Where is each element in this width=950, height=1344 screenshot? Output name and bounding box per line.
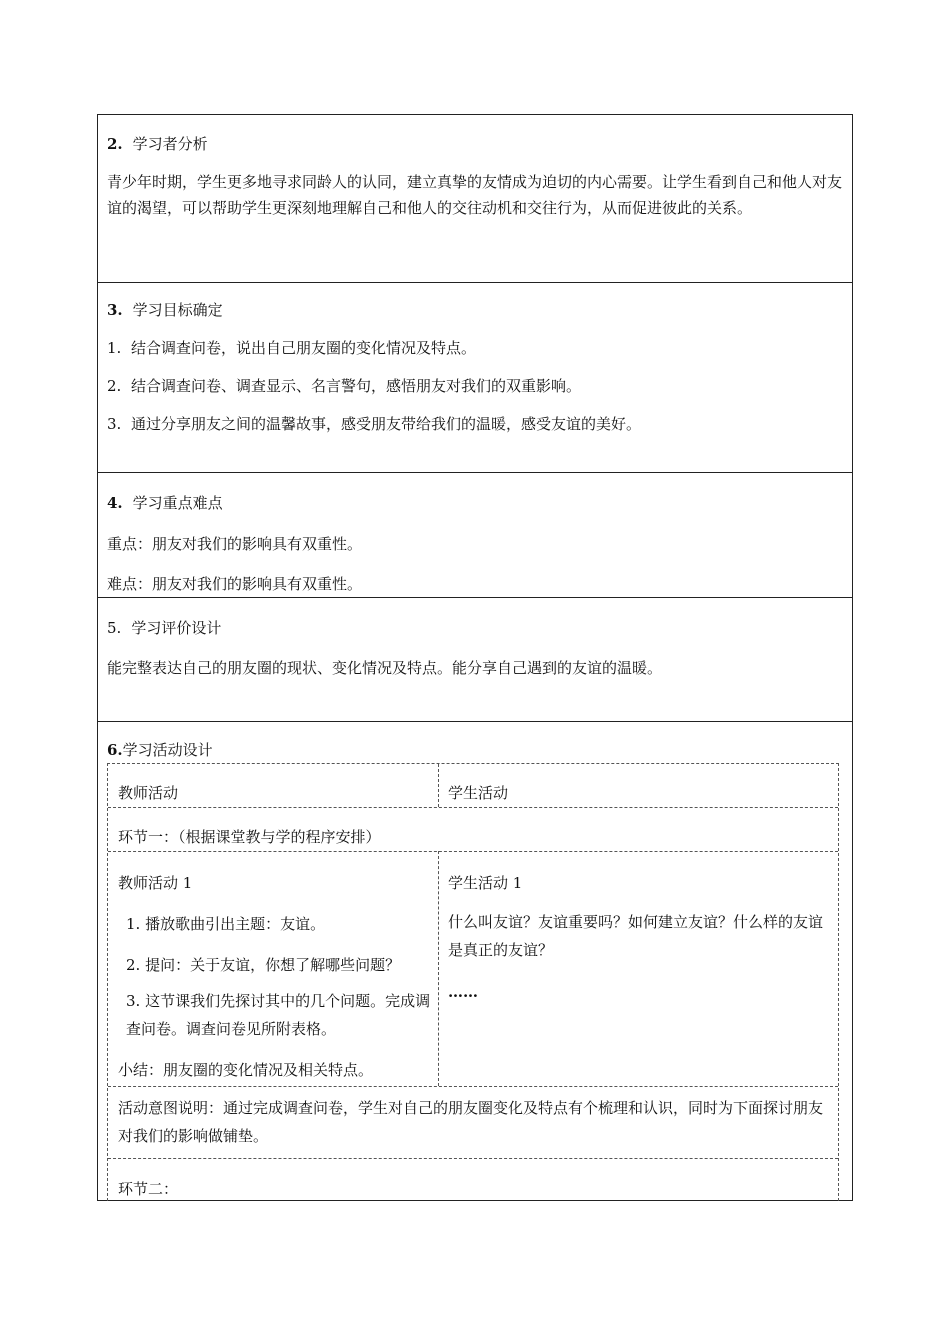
row-divider — [108, 1086, 838, 1087]
section-title: 学习重点难点 — [132, 494, 223, 512]
row-divider — [108, 807, 838, 808]
section-number: 5. — [107, 619, 122, 637]
student-activity-ellipsis: …… — [448, 983, 478, 1001]
key-point-text: 重点：朋友对我们的影响具有双重性。 — [107, 535, 363, 553]
teacher-activity-header: 教师活动 — [118, 784, 179, 802]
section-number: 6. — [107, 741, 123, 759]
teacher-activity-item: 1. 播放歌曲引出主题：友谊。 — [126, 915, 326, 933]
column-divider — [438, 764, 439, 807]
section-number: 3. — [107, 301, 123, 319]
section-title: 学习者分析 — [132, 135, 208, 153]
section-heading — [107, 740, 213, 760]
teacher-activity-item: 3. 这节课我们先探讨其中的几个问题。完成调查问卷。调查问卷见所附表格。 — [126, 992, 431, 1038]
section-learning-objectives — [98, 282, 852, 473]
section-number: 2. — [107, 135, 123, 153]
teacher-activity-summary: 小结：朋友圈的变化情况及相关特点。 — [118, 1061, 374, 1079]
lesson-plan-table — [97, 114, 853, 1201]
stage-one-label: 环节一：（根据课堂教与学的程序安排） — [118, 828, 381, 846]
teacher-activity-title: 教师活动 1 — [118, 874, 193, 892]
activity-table — [107, 763, 839, 1201]
section-evaluation-design — [98, 597, 852, 722]
section-heading — [107, 618, 221, 638]
teacher-activity-item: 2. 提问：关于友谊，你想了解哪些问题？ — [126, 956, 401, 974]
section-heading — [107, 493, 223, 513]
section-key-points — [98, 472, 852, 598]
section-title: 学习评价设计 — [131, 619, 222, 637]
column-divider — [438, 851, 439, 1086]
section-learner-analysis — [98, 115, 852, 283]
objective-item: 3. 通过分享朋友之间的温馨故事，感受朋友带给我们的温暖，感受友谊的美好。 — [107, 415, 642, 433]
student-activity-text: 什么叫友谊？友谊重要吗？如何建立友谊？什么样的友谊是真正的友谊？ — [448, 913, 824, 959]
section-title: 学习活动设计 — [122, 741, 213, 759]
objective-item: 2. 结合调查问卷、调查显示、名言警句，感悟朋友对我们的双重影响。 — [107, 377, 582, 395]
student-activity-header: 学生活动 — [448, 784, 509, 802]
evaluation-text: 能完整表达自己的朋友圈的现状、变化情况及特点。能分享自己遇到的友谊的温暖。 — [107, 659, 663, 677]
section-number: 4. — [107, 494, 123, 512]
objective-item: 1. 结合调查问卷，说出自己朋友圈的变化情况及特点。 — [107, 339, 477, 357]
section-heading — [107, 300, 223, 320]
row-divider — [108, 1158, 838, 1159]
section-title: 学习目标确定 — [132, 301, 223, 319]
learner-analysis-text: 青少年时期，学生更多地寻求同龄人的认同，建立真挚的友情成为迫切的内心需要。让学生看到自己和他人对友谊的渴望，可以帮助学生更深刻地理解自己和他人的交往动机和交往行为，从而促进彼此的关系。 — [107, 173, 843, 217]
stage-two-label: 环节二： — [118, 1180, 179, 1198]
difficult-point-text: 难点：朋友对我们的影响具有双重性。 — [107, 575, 363, 593]
student-activity-title: 学生活动 1 — [448, 874, 523, 892]
activity-intent-text: 活动意图说明：通过完成调查问卷，学生对自己的朋友圈变化及特点有个梳理和认识，同时为下面探讨朋友对我们的影响做铺垫。 — [118, 1099, 824, 1145]
section-heading — [107, 134, 208, 154]
row-divider — [108, 851, 838, 852]
